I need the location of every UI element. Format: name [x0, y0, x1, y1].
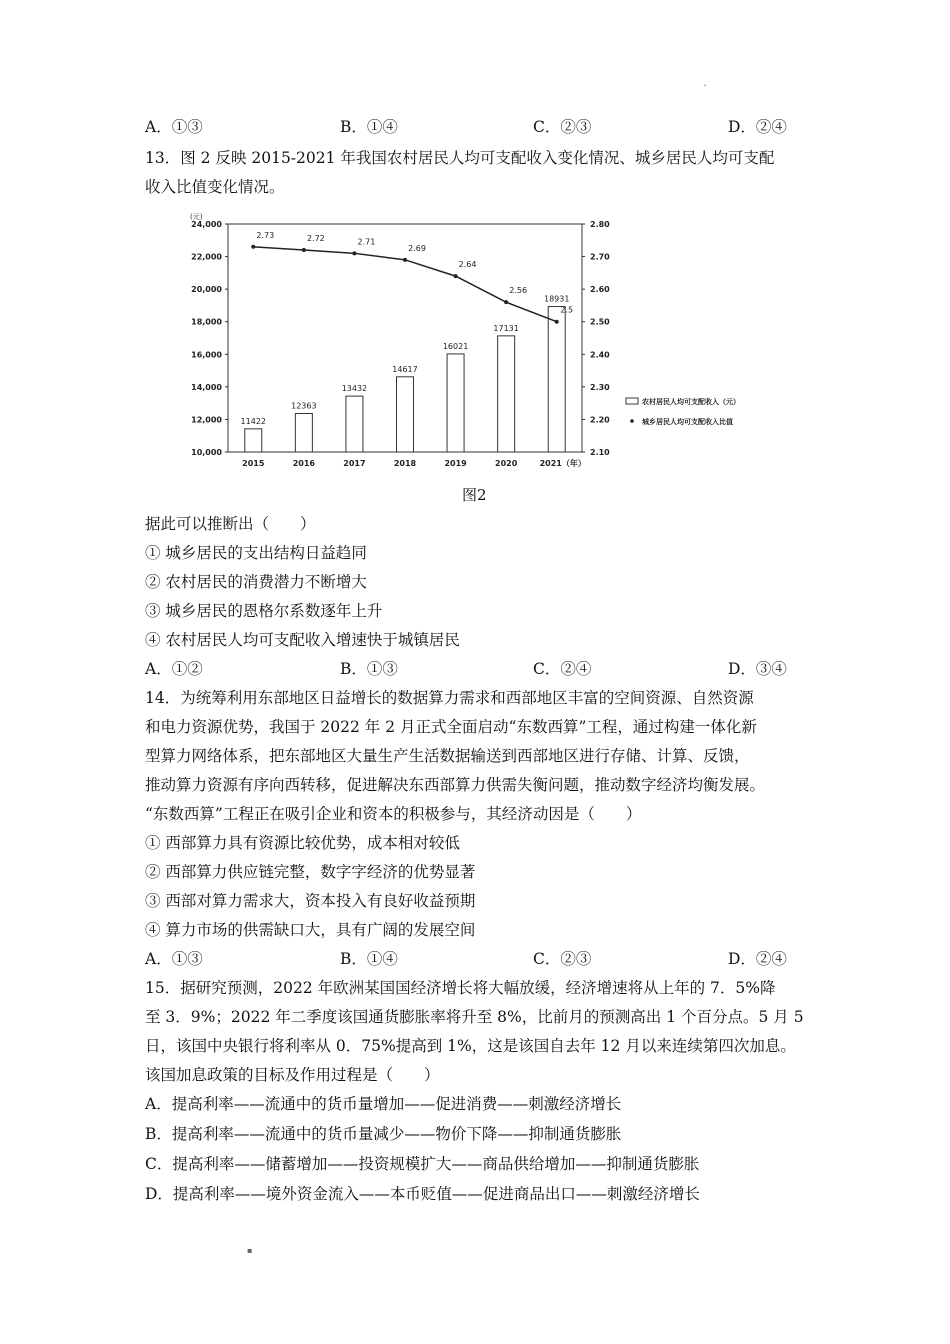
q13-options	[145, 659, 795, 679]
y-tick-label: 20,000	[191, 285, 222, 295]
option-a: A．①③	[145, 118, 203, 136]
y2-tick-label: 2.40	[590, 350, 610, 360]
ratio-value-label: 2.69	[408, 243, 426, 253]
y2-tick-label: 2.20	[590, 415, 610, 425]
ratio-point	[555, 320, 559, 324]
income-bar	[498, 336, 515, 452]
bar-value-label: 13432	[341, 384, 368, 394]
ratio-value-label: 2.56	[509, 286, 528, 296]
bar-value-label: 12363	[291, 401, 317, 411]
q13-statement: ② 农村居民的消费潜力不断增大	[145, 573, 367, 591]
income-bar	[548, 307, 565, 452]
ratio-point	[454, 274, 458, 278]
legend-bar-label: 农村居民人均可支配收入（元）	[642, 398, 740, 406]
income-chart	[170, 208, 790, 473]
ratio-value-label: 2.71	[357, 237, 376, 247]
ratio-point	[251, 245, 255, 249]
y-tick-label: 12,000	[191, 415, 222, 425]
x-tick-label: 2016	[292, 459, 315, 468]
bar-value-label: 14617	[392, 364, 418, 374]
q14-stem-line: “东数西算”工程正在吸引企业和资本的积极参与，其经济动因是（ ）	[145, 805, 642, 823]
q14-statement: ③ 西部对算力需求大，资本投入有良好收益预期	[145, 892, 476, 910]
q15-choice-d: D．提高利率——境外资金流入——本币贬值——促进商品出口——刺激经济增长	[145, 1185, 700, 1203]
y2-tick-label: 2.30	[590, 382, 610, 392]
income-bar	[346, 396, 363, 452]
q14-statement: ① 西部算力具有资源比较优势，成本相对较低	[145, 834, 460, 852]
bar-value-label: 11422	[240, 416, 267, 426]
page-mark: ˇ	[703, 84, 707, 93]
q14-statement: ④ 算力市场的供需缺口大，具有广阔的发展空间	[145, 921, 476, 939]
ratio-point	[403, 258, 407, 262]
q14-statement: ② 西部算力供应链完整，数字字经济的优势显著	[145, 863, 476, 881]
y2-tick-label: 2.10	[590, 448, 610, 457]
option-c: C．②④	[533, 660, 592, 678]
q14-stem-line: 推动算力资源有序向西转移，促进解决东西部算力供需失衡问题，推动数字经济均衡发展。	[145, 776, 766, 794]
y-tick-label: 14,000	[191, 382, 222, 392]
y-axis-unit: (元)	[190, 213, 203, 221]
option-b: B．①④	[340, 118, 398, 136]
y-tick-label: 22,000	[191, 252, 222, 262]
ratio-value-label: 2.5	[560, 305, 574, 315]
bar-value-label: 17131	[493, 323, 519, 333]
option-a: A．①②	[145, 660, 203, 678]
ratio-value-label: 2.72	[306, 234, 325, 244]
legend-line-swatch	[630, 419, 634, 423]
q15-stem-line: 至 3．9%；2022 年二季度该国通货膨胀率将升至 8%，比前月的预测高出 1 个百分点。5 月 5	[145, 1008, 804, 1026]
q13-statement: ① 城乡居民的支出结构日益趋同	[145, 544, 367, 562]
income-bar	[447, 354, 464, 452]
option-d: D．②④	[728, 118, 787, 136]
q14-stem-line: 型算力网络体系，把东部地区大量生产生活数据输送到西部地区进行存储、计算、反馈，	[145, 747, 750, 765]
y-tick-label: 24,000	[191, 220, 222, 229]
q15-choice-a: A．提高利率——流通中的货币量增加——促进消费——刺激经济增长	[145, 1095, 622, 1113]
legend-bar-swatch	[626, 398, 638, 404]
legend-line-label: 城乡居民人均可支配收入比值	[642, 418, 733, 426]
q15-stem-line: 日，该国中央银行将利率从 0．75%提高到 1%，这是该国自去年 12 月以来连续第四次加息。	[145, 1037, 796, 1055]
option-d: D．③④	[728, 660, 787, 678]
x-tick-label: 2019	[444, 459, 467, 468]
x-tick-label: 2015	[242, 459, 265, 468]
q13-stem-line: 13．图 2 反映 2015-2021 年我国农村居民人均可支配收入变化情况、城乡居民人均可支配	[145, 149, 775, 167]
figure-caption: 图2	[462, 486, 487, 504]
option-b: B．①③	[340, 660, 398, 678]
ratio-value-label: 2.73	[256, 230, 275, 240]
q12-options	[145, 117, 795, 137]
option-c: C．②③	[533, 950, 592, 968]
bar-value-label: 16021	[442, 341, 469, 351]
x-tick-label: 2018	[393, 459, 417, 468]
bar-value-label: 18931	[543, 294, 570, 304]
q13-prompt: 据此可以推断出（ ）	[145, 515, 316, 533]
y-tick-label: 16,000	[191, 350, 222, 360]
q14-options	[145, 949, 795, 969]
y2-tick-label: 2.70	[590, 252, 610, 262]
income-bar	[295, 414, 312, 452]
q15-choice-c: C．提高利率——储蓄增加——投资规模扩大——商品供给增加——抑制通货膨胀	[145, 1155, 700, 1173]
y2-tick-label: 2.60	[590, 285, 610, 295]
option-c: C．②③	[533, 118, 592, 136]
income-bar	[397, 377, 414, 452]
y-tick-label: 10,000	[191, 448, 222, 457]
y2-tick-label: 2.50	[590, 317, 610, 327]
q15-stem-line: 15．据研究预测，2022 年欧洲某国国经济增长将大幅放缓，经济增速将从上年的 7．5%降	[145, 979, 776, 997]
ratio-point	[302, 248, 306, 252]
q15-stem-line: 该国加息政策的目标及作用过程是（ ）	[145, 1066, 440, 1084]
q13-statement: ③ 城乡居民的恩格尔系数逐年上升	[145, 602, 383, 620]
income-bar	[245, 429, 262, 452]
q14-stem-line: 14．为统筹利用东部地区日益增长的数据算力需求和西部地区丰富的空间资源、自然资源	[145, 689, 754, 707]
option-d: D．②④	[728, 950, 787, 968]
q13-stem-line: 收入比值变化情况。	[145, 178, 285, 196]
q14-stem-line: 和电力资源优势，我国于 2022 年 2 月正式全面启动“东数西算”工程，通过构建一体化新	[145, 718, 757, 736]
page-mark: ▪	[247, 1246, 253, 1255]
option-b: B．①④	[340, 950, 398, 968]
ratio-point	[352, 251, 356, 255]
y-tick-label: 18,000	[191, 317, 222, 327]
ratio-value-label: 2.64	[458, 260, 477, 270]
x-tick-label: 2020	[495, 459, 518, 468]
x-tick-label: 2021（年）	[539, 459, 586, 468]
y2-tick-label: 2.80	[590, 220, 610, 229]
option-a: A．①③	[145, 950, 203, 968]
q13-statement: ④ 农村居民人均可支配收入增速快于城镇居民	[145, 631, 460, 649]
ratio-point	[504, 300, 508, 304]
x-tick-label: 2017	[343, 459, 366, 468]
q15-choice-b: B．提高利率——流通中的货币量减少——物价下降——抑制通货膨胀	[145, 1125, 622, 1143]
